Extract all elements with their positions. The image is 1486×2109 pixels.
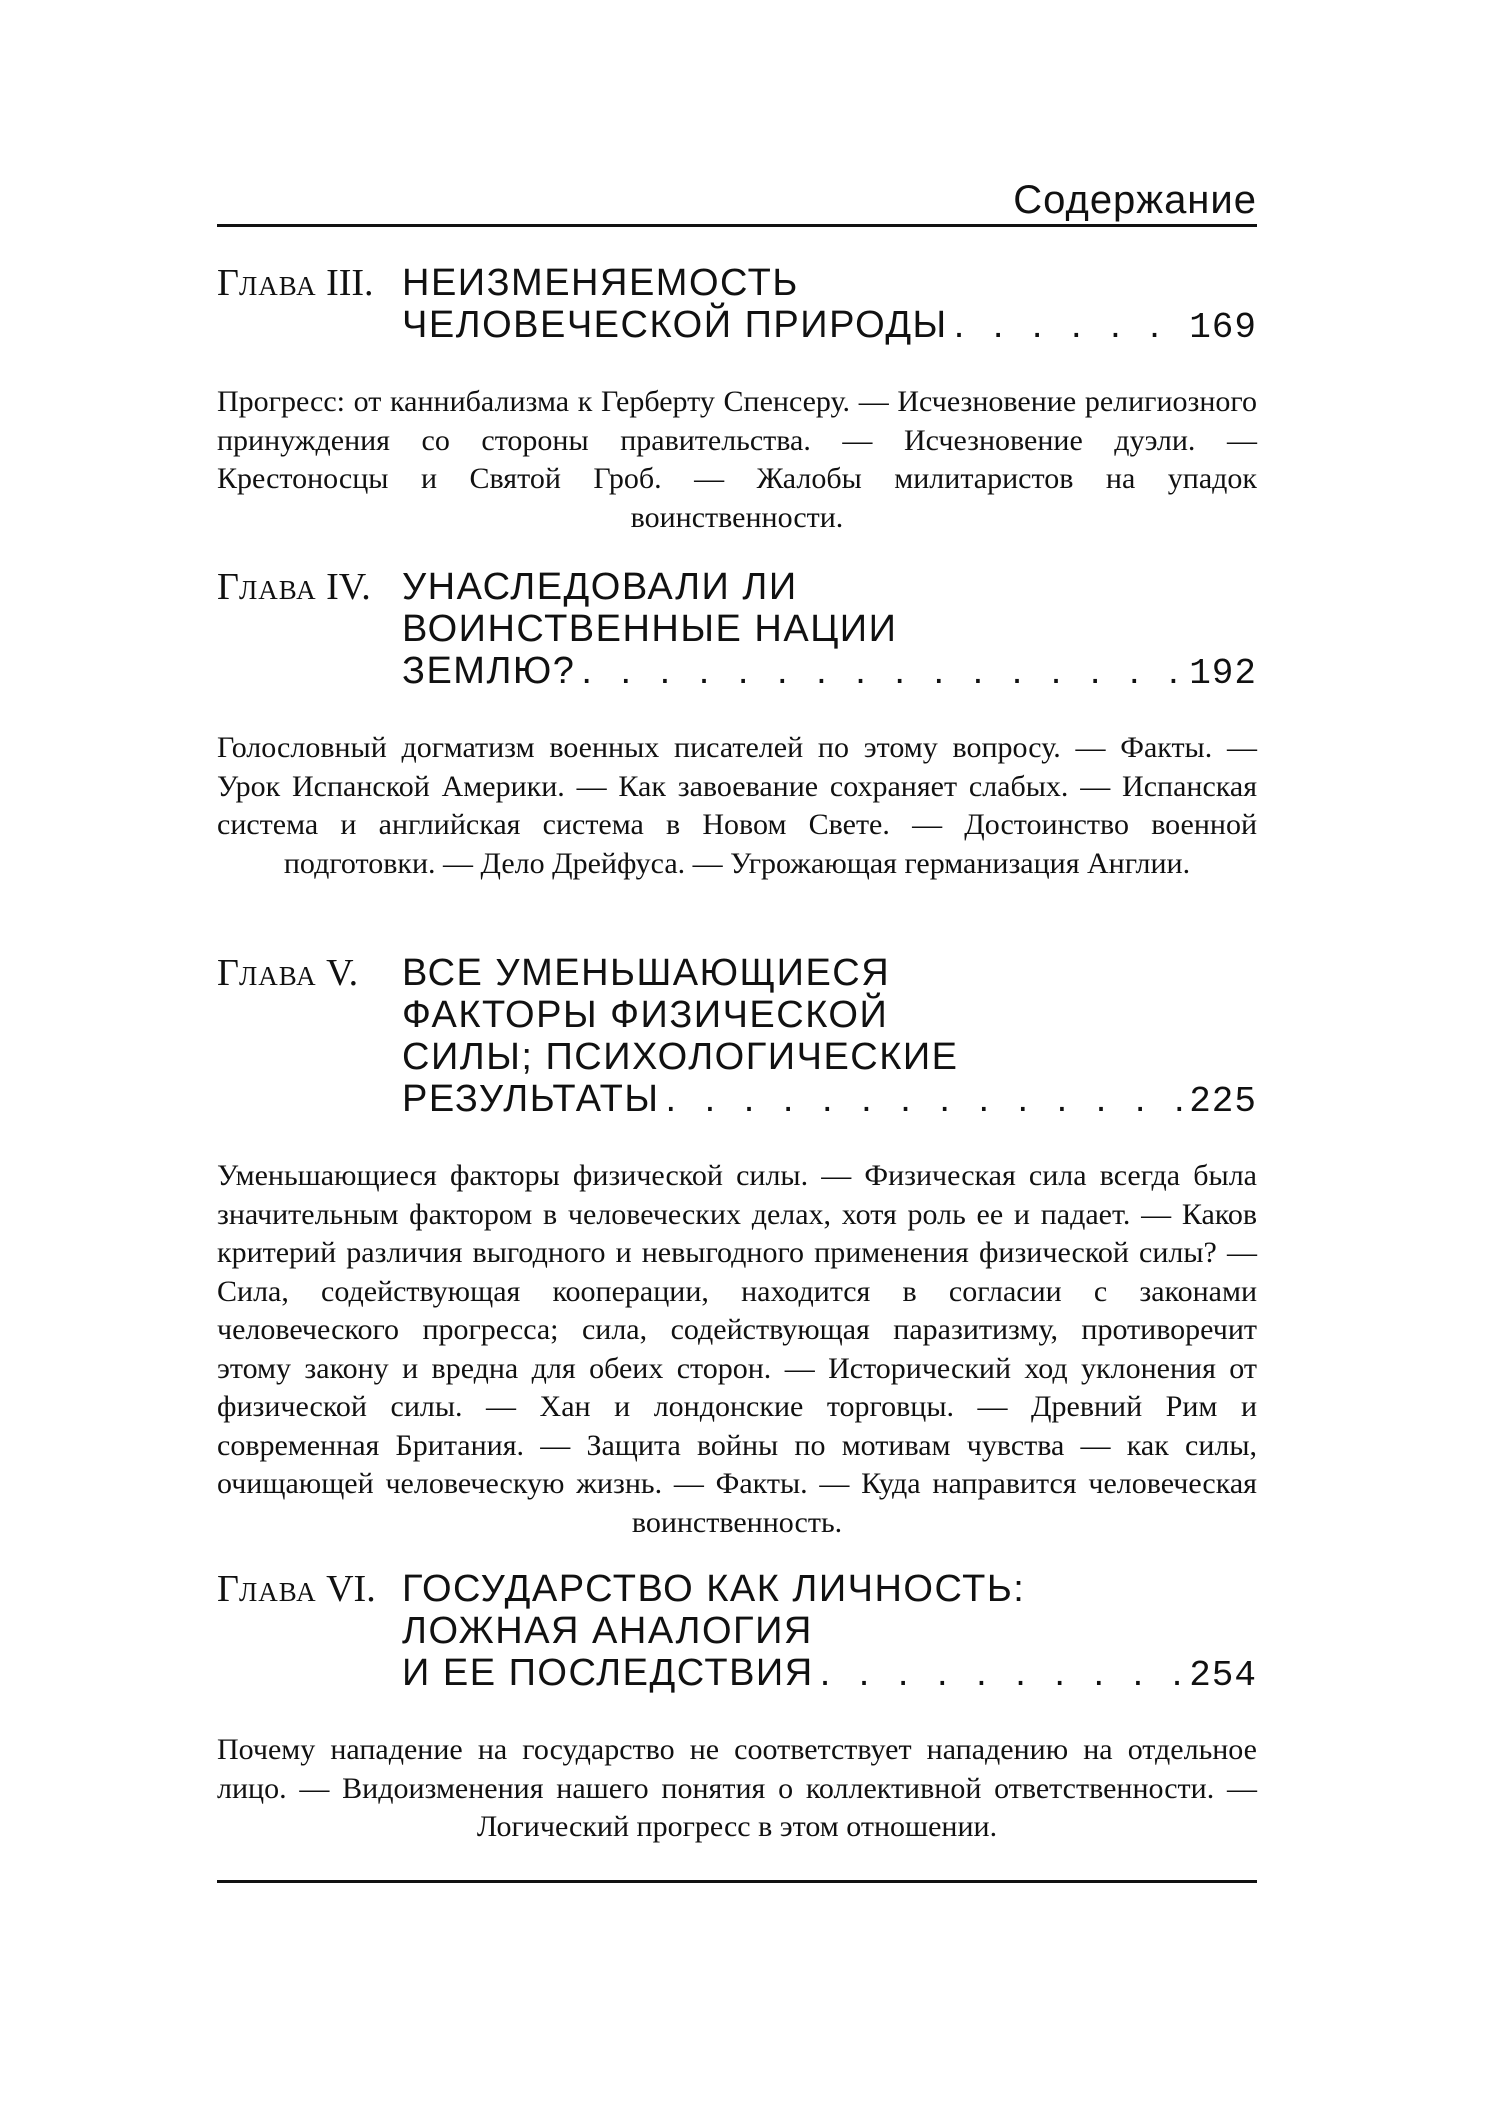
chapter-entry-iv	[217, 566, 1257, 883]
page-number: 192	[1189, 653, 1257, 694]
chapter-title-line: ЛОЖНАЯ АНАЛОГИЯ	[402, 1610, 813, 1652]
chapter-title-line: НЕИЗМЕНЯЕМОСТЬ	[402, 262, 799, 304]
chapter-title-line: ФАКТОРЫ ФИЗИЧЕСКОЙ	[402, 994, 889, 1036]
chapter-title-line: ВСЕ УМЕНЬШАЮЩИЕСЯ	[402, 952, 891, 994]
chapter-summary: Голословный догматизм военных писателей по этому вопросу. — Факты. — Урок Испанской Америки. — Как завоевание сохраняет слабых. — Испанская система и английская система в Новом Свете. — Достоинство военной подготовки. — Дело Дрейфуса. — Угрожающая германизация Англии.	[217, 731, 1257, 880]
chapter-title-line: ЧЕЛОВЕЧЕСКОЙ ПРИРОДЫ	[402, 304, 948, 346]
chapter-heading	[217, 566, 1257, 695]
chapter-title-line: ГОСУДАРСТВО КАК ЛИЧНОСТЬ:	[402, 1568, 1026, 1610]
chapter-title	[402, 262, 1257, 349]
dot-leader	[820, 1652, 1184, 1694]
chapter-entry-vi	[217, 1568, 1257, 1847]
chapter-heading	[217, 262, 1257, 349]
chapter-title	[402, 1568, 1257, 1697]
top-rule	[217, 224, 1257, 227]
page-number: 254	[1189, 1655, 1257, 1696]
chapter-entry-v	[217, 952, 1257, 1542]
chapter-title-line: ВОИНСТВЕННЫЕ НАЦИИ	[402, 608, 898, 650]
chapter-summary: Уменьшающиеся факторы физической силы. — Физическая сила всегда была значительным фактором в человеческих делах, хотя роль ее и падает. — Каков критерий различия выгодного и невыгодного применения физической силы? — Сила, содействующая кооперации, находится в согласии с законами человеческого прогресса; сила, содействующая паразитизму, противоречит этому закону и вредна для обеих сторон. — Исторический ход уклонения от физической силы. — Хан и лондонские торговцы. — Древний Рим и современная Британия. — Защита войны по мотивам чувства — как силы, очищающей человеческую жизнь. — Факты. — Куда направится человеческая воинственность.	[217, 1159, 1257, 1539]
dot-leader	[581, 650, 1183, 692]
chapter-title-line: И ЕЕ ПОСЛЕДСТВИЯ	[402, 1652, 814, 1694]
dot-leader	[954, 304, 1183, 346]
chapter-label: Глава V.	[217, 952, 359, 994]
bottom-rule	[217, 1880, 1257, 1883]
chapter-title	[402, 566, 1257, 695]
chapter-summary: Почему нападение на государство не соответствует нападению на отдельное лицо. — Видоизменения нашего понятия о коллективной ответственности. — Логический прогресс в этом отношении.	[217, 1733, 1257, 1843]
page-number: 225	[1189, 1081, 1257, 1122]
chapter-title	[402, 952, 1257, 1123]
chapter-label: Глава IV.	[217, 566, 371, 608]
chapter-label: Глава III.	[217, 262, 374, 304]
chapter-label: Глава VI.	[217, 1568, 376, 1610]
page-number: 169	[1189, 307, 1257, 348]
chapter-heading	[217, 952, 1257, 1123]
chapter-summary: Прогресс: от каннибализма к Герберту Спенсеру. — Исчезновение религиозного принуждения со стороны правительства. — Исчезновение дуэли. — Крестоносцы и Святой Гроб. — Жалобы милитаристов на упадок воинственности.	[217, 385, 1257, 534]
running-head: Содержание	[1013, 178, 1257, 222]
chapter-title-line: СИЛЫ; ПСИХОЛОГИЧЕСКИЕ	[402, 1036, 959, 1078]
chapter-title-line: РЕЗУЛЬТАТЫ	[402, 1078, 660, 1120]
chapter-entry-iii	[217, 262, 1257, 537]
chapter-heading	[217, 1568, 1257, 1697]
dot-leader	[666, 1078, 1184, 1120]
chapter-title-line: ЗЕМЛЮ?	[402, 650, 576, 692]
chapter-title-line: УНАСЛЕДОВАЛИ ЛИ	[402, 566, 798, 608]
